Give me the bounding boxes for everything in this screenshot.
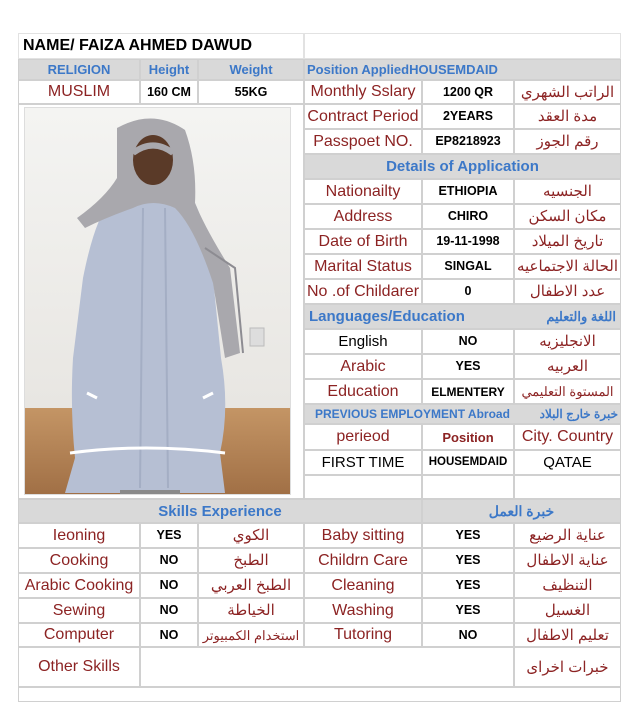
skill-right-label: Childrn Care [304,548,422,573]
monthly-salary-value: 1200 QR [422,80,514,104]
skill-left-label: Sewing [18,598,140,623]
weight-header: Weight [198,59,304,80]
passport-value: EP8218923 [422,129,514,154]
previous-employment-title: PREVIOUS EMPLOYMENT Abroad [315,407,510,421]
arabic-ar: العربيه [514,354,621,379]
skills-title: Skills Experience [18,499,422,523]
skill-right-value: YES [422,523,514,548]
children-value: 0 [422,279,514,304]
skill-right-value: YES [422,548,514,573]
skill-right-value: YES [422,598,514,623]
skill-left-ar: استخدام الكمبيوتر [198,623,304,647]
address-value: CHIRO [422,204,514,229]
position-header: Position [422,424,514,450]
previous-empty-3 [514,475,621,499]
skill-left-value: NO [140,573,198,598]
skill-left-value: NO [140,598,198,623]
address-ar: مكان السكن [514,204,621,229]
previous-employment-title-row [304,404,621,424]
languages-title-ar: اللغة والتعليم [546,309,616,324]
nationality-ar: الجنسيه [514,179,621,204]
weight-value: 55KG [198,80,304,104]
candidate-photo-icon [25,108,291,495]
position-applied-header [304,59,621,80]
skill-left-value: YES [140,523,198,548]
religion-header: RELIGION [18,59,140,80]
candidate-name-text: NAME/ FAIZA AHMED DAWUD [23,37,253,54]
previous-empty-1 [304,475,422,499]
dob-value: 19-11-1998 [422,229,514,254]
marital-status-label: Marital Status [304,254,422,279]
previous-position-value: HOUSEMDAID [422,450,514,475]
monthly-salary-ar: الراتب الشهري [514,80,621,104]
religion-value: MUSLIM [18,80,140,104]
skill-right-value: YES [422,573,514,598]
skill-right-label: Tutoring [304,623,422,647]
other-skills-value [140,647,514,687]
marital-status-value: SINGAL [422,254,514,279]
address-label: Address [304,204,422,229]
english-value: NO [422,329,514,354]
position-applied-value: HOUSEMDAID [409,62,498,77]
languages-title-row [304,304,621,329]
skill-left-ar: الطبخ العربي [198,573,304,598]
other-skills-ar: خبرات اخراى [514,647,621,687]
english-label: English [304,329,422,354]
name-row-empty [304,33,621,59]
skills-title-ar: خبرة العمل [488,503,555,519]
dob-label: Date of Birth [304,229,422,254]
nationality-value: ETHIOPIA [422,179,514,204]
skill-right-ar: التنظيف [514,573,621,598]
details-title: Details of Application [304,154,621,179]
skill-right-label: Baby sitting [304,523,422,548]
height-value: 160 CM [140,80,198,104]
passport-label: Passpoet NO. [304,129,422,154]
contract-period-ar: مدة العقد [514,104,621,129]
height-header: Height [140,59,198,80]
skill-left-ar: الطبخ [198,548,304,573]
contract-period-value: 2YEARS [422,104,514,129]
period-header: perieod [304,424,422,450]
city-country-value: QATAE [514,450,621,475]
skill-right-label: Cleaning [304,573,422,598]
skill-right-ar: عناية الرضيع [514,523,621,548]
passport-ar: رقم الجوز [514,129,621,154]
skills-title-ar-cell [422,499,621,523]
arabic-value: YES [422,354,514,379]
skill-left-label: Arabic Cooking [18,573,140,598]
education-label: Education [304,379,422,404]
period-value: FIRST TIME [304,450,422,475]
skill-left-ar: الكوي [198,523,304,548]
education-ar: المستوة التعليمي [514,379,621,404]
monthly-salary-label: Monthly Sslary [304,80,422,104]
marital-status-ar: الحالة الاجتماعيه [514,254,621,279]
position-applied-label: Position Applied [307,62,410,77]
english-ar: الانجليزيه [514,329,621,354]
candidate-photo [24,107,291,495]
skill-right-label: Washing [304,598,422,623]
languages-title: Languages/Education [309,308,465,325]
previous-empty-2 [422,475,514,499]
city-country-header: City. Country [514,424,621,450]
candidate-name [18,33,304,59]
bottom-spacer [18,687,621,702]
skill-left-ar: الخياطة [198,598,304,623]
children-label: No .of Childarer [304,279,422,304]
other-skills-label: Other Skills [18,647,140,687]
skill-right-ar: تعليم الاطفال [514,623,621,647]
education-value: ELMENTERY [422,379,514,404]
skill-left-value: NO [140,623,198,647]
skill-right-ar: الغسيل [514,598,621,623]
children-ar: عدد الاطفال [514,279,621,304]
skill-left-label: Cooking [18,548,140,573]
skill-left-label: Computer [18,623,140,647]
previous-employment-title-ar: خبرة خارج البلاد [539,407,618,421]
arabic-label: Arabic [304,354,422,379]
skill-right-value: NO [422,623,514,647]
skill-right-ar: عناية الاطفال [514,548,621,573]
dob-ar: تاريخ الميلاد [514,229,621,254]
skill-left-label: Ieoning [18,523,140,548]
nationality-label: Nationailty [304,179,422,204]
contract-period-label: Contract Period [304,104,422,129]
skill-left-value: NO [140,548,198,573]
